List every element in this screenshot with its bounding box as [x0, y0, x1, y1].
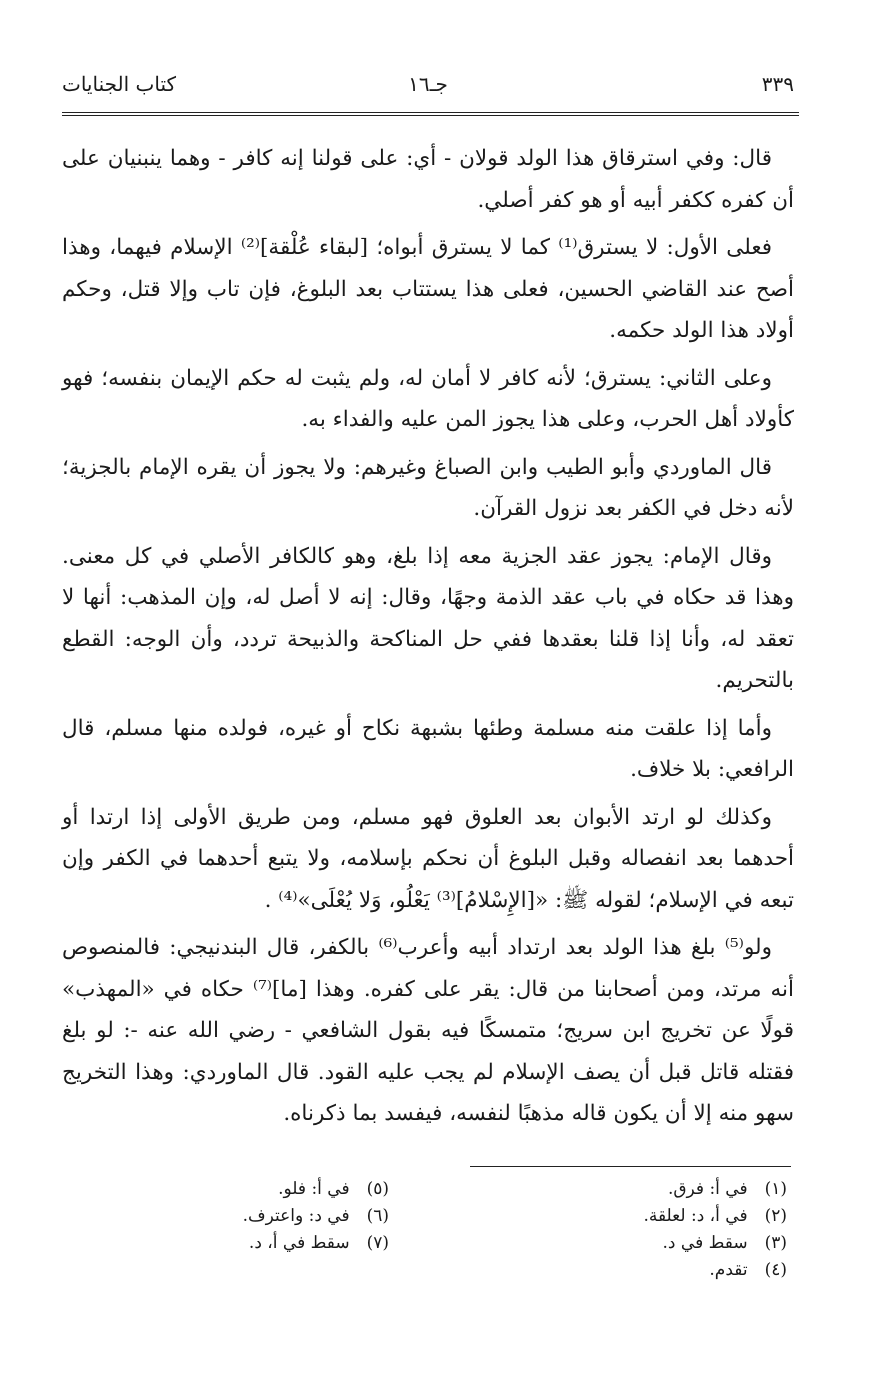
footnote-item	[487, 1230, 787, 1257]
footnote-number: (٦)	[366, 1206, 389, 1226]
footnote-number: (٢)	[764, 1206, 787, 1226]
paragraph: ولو⁽⁵⁾ بلغ هذا الولد بعد ارتداد أبيه وأعرب⁽⁶⁾ بالكفر، قال البندنيجي: فالمنصوص أنه مرتد، ومن أصحابنا من قال: يقر على كفره. وهذا [ما]⁽⁷⁾ حكاه في «المهذب» قولًا عن تخريج ابن سريج؛ متمسكًا فيه بقول الشافعي - رضي الله عنه -: لو بلغ فقتله قاتل قبل أن يصف الإسلام لم يجب عليه القود. قال الماوردي: وهذا التخريج سهو منه إلا أن يكون قاله مذهبًا لنفسه، فيفسد بما ذكرناه.	[62, 935, 794, 1126]
paragraph: وكذلك لو ارتد الأبوان بعد العلوق فهو مسلم، ومن طريق الأولى إذا ارتدا أو أحدهما بعد انفصاله وقبل البلوغ أن نحكم بإسلامه، ولا يتبع أحدهما في الكفر وإن تبعه في الإسلام؛ لقوله ﷺ: «[الإِسْلامُ]⁽³⁾ يَعْلُو، وَلا يُعْلَى»⁽⁴⁾ .	[62, 804, 794, 913]
main-text	[62, 138, 794, 1141]
page-number: ٣٣٩	[761, 72, 794, 96]
paragraph: قال: وفي استرقاق هذا الولد قولان - أي: على قولنا إنه كافر - وهما ينبنيان على أن كفره ككفر أبيه أو هو كفر أصلي.	[62, 146, 794, 213]
header-rule	[62, 112, 799, 116]
footnote-number: (٣)	[764, 1233, 787, 1253]
footnote-number: (١)	[764, 1179, 787, 1199]
footnote-item	[139, 1230, 389, 1257]
footnote-text: في أ، د: لعلقة.	[643, 1206, 748, 1226]
footnote-text: سقط في د.	[662, 1233, 748, 1253]
footnote-text: سقط في أ، د.	[248, 1233, 350, 1253]
footnote-text: في أ: فلو.	[278, 1179, 350, 1199]
paragraph: فعلى الأول: لا يسترق⁽¹⁾ كما لا يسترق أبواه؛ [لبقاء عُلْقة]⁽²⁾ الإسلام فيهما، وهذا أصح عند القاضي الحسين، فعلى هذا يستتاب بعد البلوغ، فإن تاب وإلا قتل، وحكم أولاد هذا الولد حكمه.	[62, 235, 794, 343]
paragraph: قال الماوردي وأبو الطيب وابن الصباغ وغيرهم: ولا يجوز أن يقره الإمام بالجزية؛ لأنه دخل في الكفر بعد نزول القرآن.	[62, 454, 794, 521]
footnote-item	[487, 1257, 787, 1284]
running-header	[62, 72, 794, 106]
footnote-number: (٧)	[366, 1233, 389, 1253]
paragraph: وقال الإمام: يجوز عقد الجزية معه إذا بلغ، وهو كالكافر الأصلي في كل معنى. وهذا قد حكاه في باب عقد الذمة وجهًا، وقال: إنه لا أصل له، وإن المذهب: أنها لا تعقد له، وأنا إذا قلنا بعقدها ففي حل المناكحة والذبيحة تردد، وأن الوجه: القطع بالتحريم.	[62, 543, 794, 693]
footnote-text: في د: واعترف.	[242, 1206, 350, 1226]
footnote-item	[139, 1176, 389, 1203]
footnote-number: (٥)	[366, 1179, 389, 1199]
footnote-item	[139, 1203, 389, 1230]
footnotes-column-left	[139, 1176, 389, 1257]
footnote-number: (٤)	[764, 1260, 787, 1280]
footnote-item	[487, 1203, 787, 1230]
volume-label: جـ١٦	[408, 72, 448, 96]
paragraph: وعلى الثاني: يسترق؛ لأنه كافر لا أمان له، ولم يثبت له حكم الإيمان بنفسه؛ فهو كأولاد أهل الحرب، وعلى هذا يجوز المن عليه والفداء به.	[62, 365, 794, 432]
footnote-text: في أ: فرق.	[667, 1179, 748, 1199]
footnotes-column-right	[487, 1176, 787, 1284]
book-title: كتاب الجنايات	[62, 72, 177, 96]
footnote-rule	[470, 1166, 791, 1167]
footnote-item	[487, 1176, 787, 1203]
footnote-text: تقدم.	[709, 1260, 748, 1280]
paragraph: وأما إذا علقت منه مسلمة وطئها بشبهة نكاح أو غيره، فولده منها مسلم، قال الرافعي: بلا خلاف.	[62, 715, 794, 782]
